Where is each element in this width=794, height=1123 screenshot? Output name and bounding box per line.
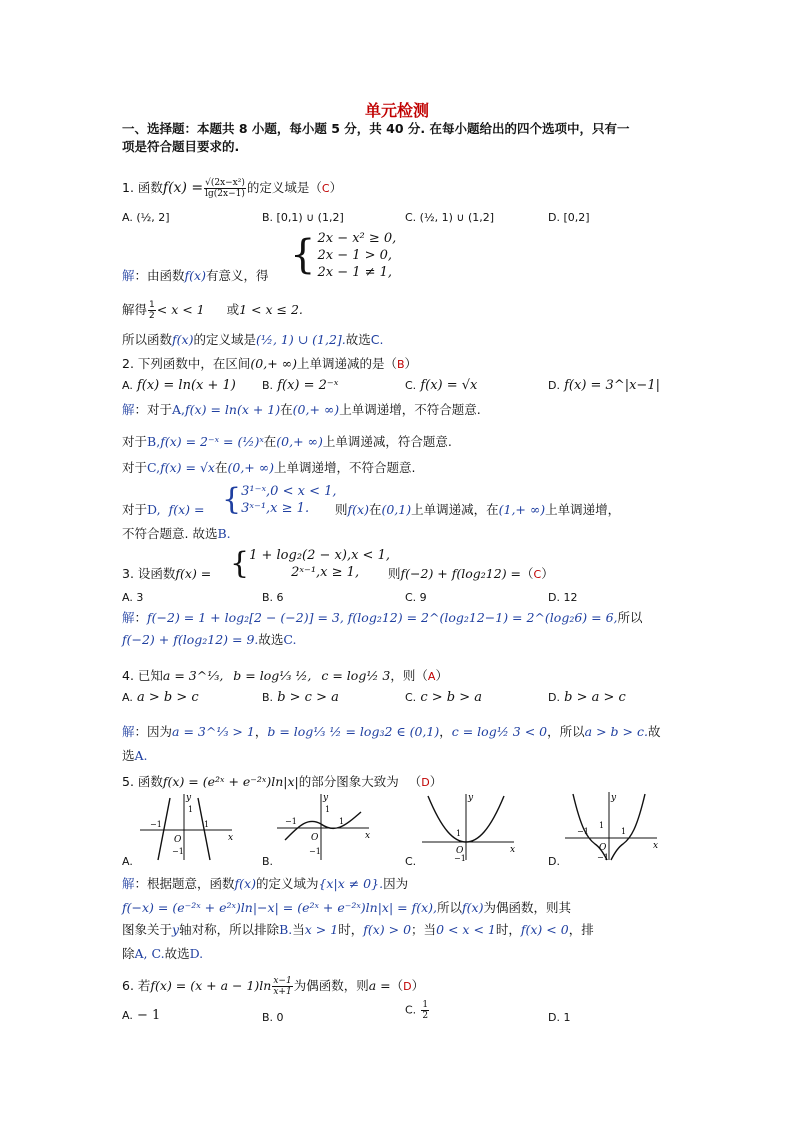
q4-c: c = log½ 3: [321, 668, 391, 683]
tick-label: −1: [172, 847, 184, 856]
q2-s4j: 上单调递增，: [545, 502, 621, 517]
tick-label: −1: [285, 817, 297, 826]
q3-then: 则: [388, 566, 401, 581]
q6-opt-c-den: 2: [422, 1011, 429, 1021]
q2-option-b: [262, 378, 338, 394]
q2-solution-line2: [122, 434, 452, 450]
q4-s1j: 故: [647, 724, 661, 739]
tick-label: 1: [456, 829, 462, 838]
tick-label: −1: [577, 827, 589, 836]
q4-s1c: a = 3^⅓ > 1: [172, 724, 255, 739]
q6-option-b: B. 0: [262, 1011, 284, 1024]
q6-opt-a-math: − 1: [136, 1008, 161, 1023]
q6-frac-den: x+1: [273, 987, 292, 997]
q2-s4h: 上单调递减，在: [411, 502, 499, 517]
q6-open: （: [390, 978, 404, 993]
q5-label-d: D.: [548, 855, 560, 868]
q5-s4b: A, C.: [134, 946, 165, 961]
y-label: y: [468, 793, 474, 803]
q2-answer: B: [396, 358, 405, 371]
q5-answer: D: [421, 776, 430, 789]
q2-opt-c-label: C.: [405, 379, 417, 392]
tick-label: 1: [621, 827, 627, 836]
q3-system-rows: [249, 547, 390, 581]
q1-sol-text: ：由函数: [134, 268, 185, 283]
q2-s1f: (0,+ ∞): [292, 402, 340, 417]
q4-opt-b-math: b > c > a: [277, 690, 339, 705]
q5-s1d: 的定义域为: [255, 876, 319, 891]
origin-label: O: [599, 843, 607, 853]
q5-s3d: B.: [279, 922, 293, 937]
q4-s1d: ，: [254, 724, 268, 739]
q2-opt-a-label: A.: [122, 379, 133, 392]
tick-label: −1: [309, 847, 321, 856]
q4-prefix: 4. 已知: [122, 668, 163, 683]
q2-s2b: B,: [147, 434, 161, 449]
q2-option-d: [548, 378, 660, 394]
q2-s5b: B.: [217, 526, 231, 541]
q5-solution-line1: [122, 876, 408, 892]
q2-solution-line1: [122, 402, 481, 418]
q1-sys-row2: 2x − 1 > 0,: [317, 247, 393, 263]
q2-brace: {: [222, 482, 242, 517]
q6-fraction: [272, 976, 292, 997]
origin-label: O: [311, 833, 319, 843]
q1-option-b: B. [0,1) ∪ (1,2]: [262, 211, 344, 224]
q2-s1b: ：对于: [134, 402, 173, 417]
q2-opt-b-math: f(x) = 2⁻ˣ: [277, 378, 339, 393]
q4-opt-c-label: C.: [405, 691, 417, 704]
q1-half: $\frac{1}{2}$: [149, 300, 155, 321]
q2-close: ）: [404, 356, 418, 371]
q2-s3a: 对于: [122, 460, 148, 475]
q2-s4f: 在: [368, 502, 382, 517]
q3-option-c: C. 9: [405, 591, 427, 604]
q2-system: [222, 480, 337, 520]
q5-s3m: ，排: [568, 922, 594, 937]
q2-opt-b-label: B.: [262, 379, 274, 392]
curve-right: [611, 794, 645, 860]
q1-option-c: C. (½, 1) ∪ (1,2]: [405, 211, 495, 224]
q2-s4g: (0,1): [381, 502, 412, 517]
q2-opt-d-label: D.: [548, 379, 560, 392]
q6-close: ）: [411, 978, 425, 993]
q2-s1d: f(x) = ln(x + 1): [185, 402, 281, 417]
q5-s3h: f(x) > 0: [363, 922, 412, 937]
q5-s3c: 轴对称，所以排除: [179, 922, 280, 937]
q3-option-a: A. 3: [122, 591, 144, 604]
q6-option-d: D. 1: [548, 1011, 571, 1024]
section-header-line1: 一、选择题：本题共 8 小题，每小题 5 分，共 40 分. 在每小题给出的四个选项中，只有一: [122, 121, 630, 136]
q3-option-b: B. 6: [262, 591, 284, 604]
y-label: y: [186, 793, 192, 803]
q2-s2f: 上单调递减，符合题意.: [322, 434, 452, 449]
q1-solution-line2: [122, 300, 303, 321]
q4-opt-a-math: a > b > c: [136, 690, 199, 705]
x-label: x: [365, 831, 371, 841]
q6-opt-c-num: 1: [422, 1000, 429, 1010]
solution-label: 解: [122, 402, 135, 417]
q2-prefix: 2. 下列函数中，在区间: [122, 356, 251, 371]
q1-sol-4c: 的定义域是: [193, 332, 256, 347]
q4-a: a = 3^⅓,: [162, 668, 224, 683]
tick-label: −1: [597, 853, 609, 862]
q1-solution-line1: [122, 268, 268, 284]
q5-s3i: ；当: [411, 922, 437, 937]
q5-label-a: A.: [122, 855, 133, 868]
q1-close: ）: [329, 180, 343, 195]
q6-suffix: 为偶函数，则: [293, 978, 369, 993]
q1-fx: f(x) =: [162, 180, 204, 196]
q2-stem: [122, 356, 417, 373]
q2-sys-row2: 3ˣ⁻¹,x ≥ 1.: [241, 501, 310, 516]
q2-s2c: f(x) = 2⁻ˣ = (½)ˣ: [160, 434, 264, 449]
origin-label: O: [456, 846, 464, 856]
q5-s1b: ：根据题意，函数: [134, 876, 235, 891]
solution-label: 解: [122, 876, 135, 891]
q4-s1e: b = log⅓ ½ = log₃2 ∈ (0,1): [267, 724, 440, 739]
solution-label: 解: [122, 724, 135, 739]
q5-s3l: f(x) < 0: [520, 922, 569, 937]
q5-s1c: f(x): [234, 876, 256, 891]
page-title: 单元检测: [364, 101, 429, 120]
q2-s3e: (0,+ ∞): [227, 460, 275, 475]
q5-s4c: 故选: [164, 946, 190, 961]
q2-s2e: (0,+ ∞): [276, 434, 323, 449]
q2-system-rows: [241, 483, 336, 517]
q2-opt-d-math: f(x) = 3^|x−1|: [564, 378, 660, 393]
q2-s3b: C,: [147, 460, 161, 475]
q1-frac-den: lg(2x−1): [205, 189, 245, 199]
q4-opt-c-math: c > b > a: [420, 690, 482, 705]
section-header-line2: 项是符合题目要求的.: [122, 139, 240, 154]
q5-s3g: 时，: [338, 922, 364, 937]
q6-opt-c-label: C.: [405, 1003, 417, 1017]
q1-sol-4f: C.: [370, 332, 384, 347]
q4-stem: [122, 668, 448, 685]
q4-option-d: [548, 690, 626, 706]
q2-s1e: 在: [280, 402, 293, 417]
x-label: x: [653, 841, 659, 851]
q2-s3d: 在: [214, 460, 228, 475]
q4-s2b: A.: [134, 748, 148, 763]
q2-s1g: 上单调递增，不符合题意.: [339, 402, 481, 417]
q5-s3k: 时，: [495, 922, 521, 937]
q5-s3f: x > 1: [304, 922, 339, 937]
q5-label-b: B.: [262, 855, 274, 868]
q3-stem-2: [388, 566, 554, 583]
q5-s3e: 当: [292, 922, 305, 937]
q5-solution-line4: [122, 946, 203, 962]
q1-sol-4d: (½, 1) ∪ (1,2].: [255, 332, 346, 347]
q2-s4c: f(x) =: [168, 502, 205, 517]
tick-label: 1: [339, 817, 345, 826]
tick-label: 1: [325, 805, 331, 814]
q5-open: （: [408, 774, 422, 789]
q1-system: [290, 228, 396, 282]
q5-s2a: f(−x) = (e⁻²ˣ + e²ˣ)ln|−x| = (e²ˣ + e⁻²ˣ)ln|x| = f(x),: [122, 900, 438, 915]
q3-s2c: C.: [283, 632, 297, 647]
q1-sol-4: 所以函数: [122, 332, 173, 347]
q5-solution-line2: [122, 900, 571, 916]
q1-brace: {: [290, 232, 316, 278]
q2-s2a: 对于: [122, 434, 148, 449]
x-label: x: [228, 833, 234, 843]
q1-solution-line3: [122, 332, 383, 348]
q2-s1c: A,: [172, 402, 186, 417]
q4-opt-a-label: A.: [122, 691, 133, 704]
q2-s4a: 对于: [122, 502, 148, 517]
q1-sol-4e: 故选: [345, 332, 371, 347]
tick-label: 1: [188, 805, 194, 814]
q6-option-a: [122, 1008, 160, 1024]
q3-fx: f(x) =: [175, 566, 212, 581]
q4-answer: A: [427, 670, 436, 683]
curve-right: [198, 798, 210, 860]
q3-solution-line1: [122, 610, 643, 626]
origin-label: O: [174, 835, 182, 845]
q2-solution-line4b: [335, 502, 620, 518]
q4-b: b = log⅓ ½,: [233, 668, 312, 683]
q5-s2c: f(x): [462, 900, 484, 915]
q1-sol-text2: 有意义，得: [205, 268, 269, 283]
q1-sol-fx: f(x): [184, 268, 206, 283]
q4-s2a: 选: [122, 748, 135, 763]
q6-expr: f(x) = (x + a − 1)ln: [150, 978, 272, 993]
q5-s4d: D.: [189, 946, 204, 961]
q2-interval: (0,+ ∞): [250, 356, 297, 371]
q1-suffix: 的定义域是（: [246, 180, 322, 195]
q4-solution-line1: [122, 724, 660, 740]
q4-solution-line2: [122, 748, 148, 764]
q6-prefix: 6. 若: [122, 978, 151, 993]
q5-s4a: 除: [122, 946, 135, 961]
q3-brace: {: [230, 546, 250, 581]
curve-left: [158, 798, 170, 860]
q3-open: （: [521, 566, 534, 581]
q3-solution-line2: [122, 632, 297, 648]
q2-solution-line5: [122, 526, 231, 542]
q3-sys-row2: 2ˣ⁻¹,x ≥ 1,: [291, 565, 360, 580]
q3-s2a: f(−2) + f(log₂12) = 9.: [122, 632, 259, 647]
tick-label: −1: [150, 820, 162, 829]
q3-prefix: 3. 设函数: [122, 566, 176, 581]
q5-graph-c: [420, 790, 520, 862]
q4-option-a: [122, 690, 199, 706]
q3-expr: f(−2) + f(log₂12) =: [400, 566, 522, 581]
q1-sys-row3: 2x − 1 ≠ 1,: [317, 264, 393, 280]
q1-system-rows: [317, 230, 396, 281]
q5-graph-b: [275, 790, 375, 862]
q5-s3a: 图象关于: [122, 922, 173, 937]
q1-frac-num: √(2x−x²): [205, 178, 245, 188]
q3-s1d: 所以: [617, 610, 643, 625]
q3-s2b: 故选: [258, 632, 284, 647]
q5-s1e: {x|x ≠ 0}.: [318, 876, 384, 891]
q4-close: ）: [435, 668, 448, 683]
q5-prefix: 5. 函数: [122, 774, 163, 789]
q2-opt-c-math: f(x) = √x: [420, 378, 478, 393]
y-label: y: [611, 793, 617, 803]
q4-s1b: ：因为: [134, 724, 173, 739]
q1-stem: [122, 178, 342, 199]
q5-s2b: 所以: [437, 900, 463, 915]
q5-graph-a: [138, 790, 238, 862]
solution-label: 解: [122, 610, 135, 625]
q1-sol-3: 解得: [122, 302, 148, 317]
q6-a: a =: [368, 978, 391, 993]
q6-option-c: [405, 1000, 430, 1021]
q1-sol-4b: f(x): [172, 332, 194, 347]
q2-option-a: [122, 378, 236, 394]
q2-option-c: [405, 378, 477, 394]
q2-s3c: f(x) = √x: [160, 460, 215, 475]
q6-opt-c-frac: [421, 1000, 429, 1021]
q6-opt-a-label: A.: [122, 1009, 133, 1022]
q6-frac-num: x−1: [273, 976, 292, 986]
q5-s1f: 因为: [383, 876, 409, 891]
q1-option-d: D. [0,2]: [548, 211, 590, 224]
q2-sys-row1: 3¹⁻ˣ,0 < x < 1,: [241, 484, 337, 499]
q2-opt-a-math: f(x) = ln(x + 1): [136, 378, 236, 393]
q2-solution-line3: [122, 460, 416, 476]
tick-label: −1: [454, 854, 466, 862]
q5-s3j: 0 < x < 1: [436, 922, 496, 937]
solution-label: 解: [122, 268, 135, 283]
q3-close: ）: [541, 566, 554, 581]
q2-s2d: 在: [263, 434, 277, 449]
q5-expr: f(x) = (e²ˣ + e⁻²ˣ)ln|x|: [162, 774, 299, 789]
q6-stem: [122, 976, 424, 997]
q3-sys-row1: 1 + log₂(2 − x),x < 1,: [249, 548, 390, 563]
q5-label-c: C.: [405, 855, 417, 868]
q2-s5a: 不符合题意. 故选: [122, 526, 218, 541]
q2-suffix: 上单调递减的是（: [296, 356, 397, 371]
q1-option-a: A. (½, 2]: [122, 211, 170, 224]
q1-sol-3d: 1 < x ≤ 2.: [239, 302, 303, 317]
q4-option-c: [405, 690, 482, 706]
q2-s4b: D,: [147, 502, 161, 517]
q6-answer: D: [403, 980, 412, 993]
q3-s1b: ：: [134, 610, 148, 625]
q1-prefix: 1. 函数: [122, 180, 163, 195]
q4-opt-d-math: b > a > c: [564, 690, 626, 705]
q4-option-b: [262, 690, 339, 706]
tick-label: 1: [599, 821, 605, 830]
q5-s3b: y: [172, 922, 180, 937]
q2-s4e: f(x): [347, 502, 369, 517]
q1-answer: C: [321, 182, 330, 195]
q1-fraction: [204, 178, 246, 199]
q4-opt-b-label: B.: [262, 691, 274, 704]
q1-sol-3b: < x < 1: [156, 302, 205, 317]
q3-answer: C: [533, 568, 542, 581]
q1-sys-row1: 2x − x² ≥ 0,: [317, 230, 397, 246]
q3-system: [230, 544, 390, 584]
q5-solution-line3: [122, 922, 594, 938]
q5-suffix: 的部分图象大致为: [298, 774, 399, 789]
q2-s4i: (1,+ ∞): [498, 502, 546, 517]
q5-close: ）: [429, 774, 443, 789]
q4-s1i: a > b > c.: [584, 724, 648, 739]
q1-sol-3c: 或: [226, 302, 240, 317]
q4-s1h: ，所以: [547, 724, 585, 739]
q3-s1c: f(−2) = 1 + log₂[2 − (−2)] = 3, f(log₂12) = 2^(log₂12−1) = 2^(log₂6) = 6,: [147, 610, 618, 625]
q2-s3f: 上单调递增，不符合题意.: [274, 460, 416, 475]
y-label: y: [323, 793, 329, 803]
q4-s1f: ，: [439, 724, 452, 739]
q5-graph-d: [563, 788, 663, 862]
q5-s2d: 为偶函数，则其: [483, 900, 571, 915]
q4-s1g: c = log½ 3 < 0: [451, 724, 548, 739]
q2-s4d: 则: [335, 502, 348, 517]
x-label: x: [510, 845, 516, 855]
tick-label: 1: [204, 820, 210, 829]
q5-stem: [122, 774, 442, 791]
q4-opt-d-label: D.: [548, 691, 560, 704]
q2-solution-line4: [122, 502, 204, 518]
q3-stem: [122, 566, 211, 582]
q3-option-d: D. 12: [548, 591, 578, 604]
q4-then: ，则（: [390, 668, 428, 683]
